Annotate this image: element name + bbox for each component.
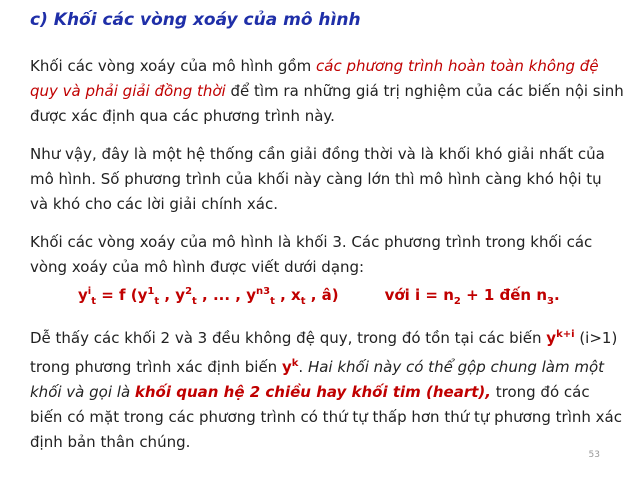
eq-condition-1: với i = n [384,286,454,304]
eq-sep-1: , y [159,286,186,304]
p4-italic: Hai khối này có thể gộp chung làm một khối và gọi là [30,358,605,401]
eq-lhs-sub: t [91,296,96,307]
eq-condition-2: + 1 đến n [460,286,548,304]
eq-a-sup: 1 [147,286,155,297]
eq-lhs: y [78,286,88,304]
paragraph-3: Khối các vòng xoáy của mô hình là khối 3. Các phương trình trong khối các vòng xoáy của mô hình được viết dưới dạng: [30,233,593,276]
eq-cond-sub-1: 2 [453,296,461,307]
p1-text-1: Khối các vòng xoáy của mô hình gồm [30,57,316,75]
p1-highlight: các phương trình hoàn toàn không đệ quy và phải giải đồng thời [30,57,599,100]
var-yki [546,329,574,347]
eq-b-sup: 2 [185,286,193,297]
p4-text-3: . [298,358,308,376]
p1-text-2: để tìm ra những giá trị nghiệm của các biến nội sinh được xác định qua các phương trình này. [30,82,624,125]
var-yki-sup: k+i [556,329,575,340]
eq-c-sup: n3 [256,286,271,297]
eq-sep-3: , x [274,286,301,304]
equation [78,286,560,307]
paragraph-4 [30,322,624,455]
p4-text-4: trong đó các biến có mặt trong các phương trình có thứ tự thấp hơn thứ tự phương trình xác định bản thân chúng. [30,383,622,451]
var-yk [282,358,298,376]
p4-highlight: khối quan hệ 2 chiều hay khối tim (heart), [134,383,491,401]
var-yk-sup: k [291,358,299,369]
eq-a-sub: t [154,296,160,307]
eq-d-sub: t [300,296,306,307]
paragraph-2: Như vậy, đây là một hệ thống cần giải đồng thời và là khối khó giải nhất của mô hình. Số phương trình của khối này càng lớn thì mô hình càng khó hội tụ và khó cho các lời giải chính xác. [30,145,605,213]
p4-text-1: Dễ thấy các khối 2 và 3 đều không đệ quy, trong đó tồn tại các biến [30,329,547,347]
eq-end: . [553,286,560,304]
eq-lhs-sup: i [87,286,92,297]
eq-cond-sub-2: 3 [547,296,554,307]
section-heading: c) Khối các vòng xoáy của mô hình [30,10,361,30]
p4-text-2: (i>1) trong phương trình xác định biến [30,329,618,376]
eq-function: = f (y [96,286,148,304]
page-number: 53 [588,450,600,460]
var-yki-base: y [546,329,557,347]
var-yk-base: y [281,358,292,376]
eq-sep-2: , ... , y [196,286,256,304]
eq-c-sub: t [270,296,275,307]
paragraph-1 [30,54,624,129]
eq-b-sub: t [192,296,197,307]
eq-tail: , â) [305,286,339,304]
